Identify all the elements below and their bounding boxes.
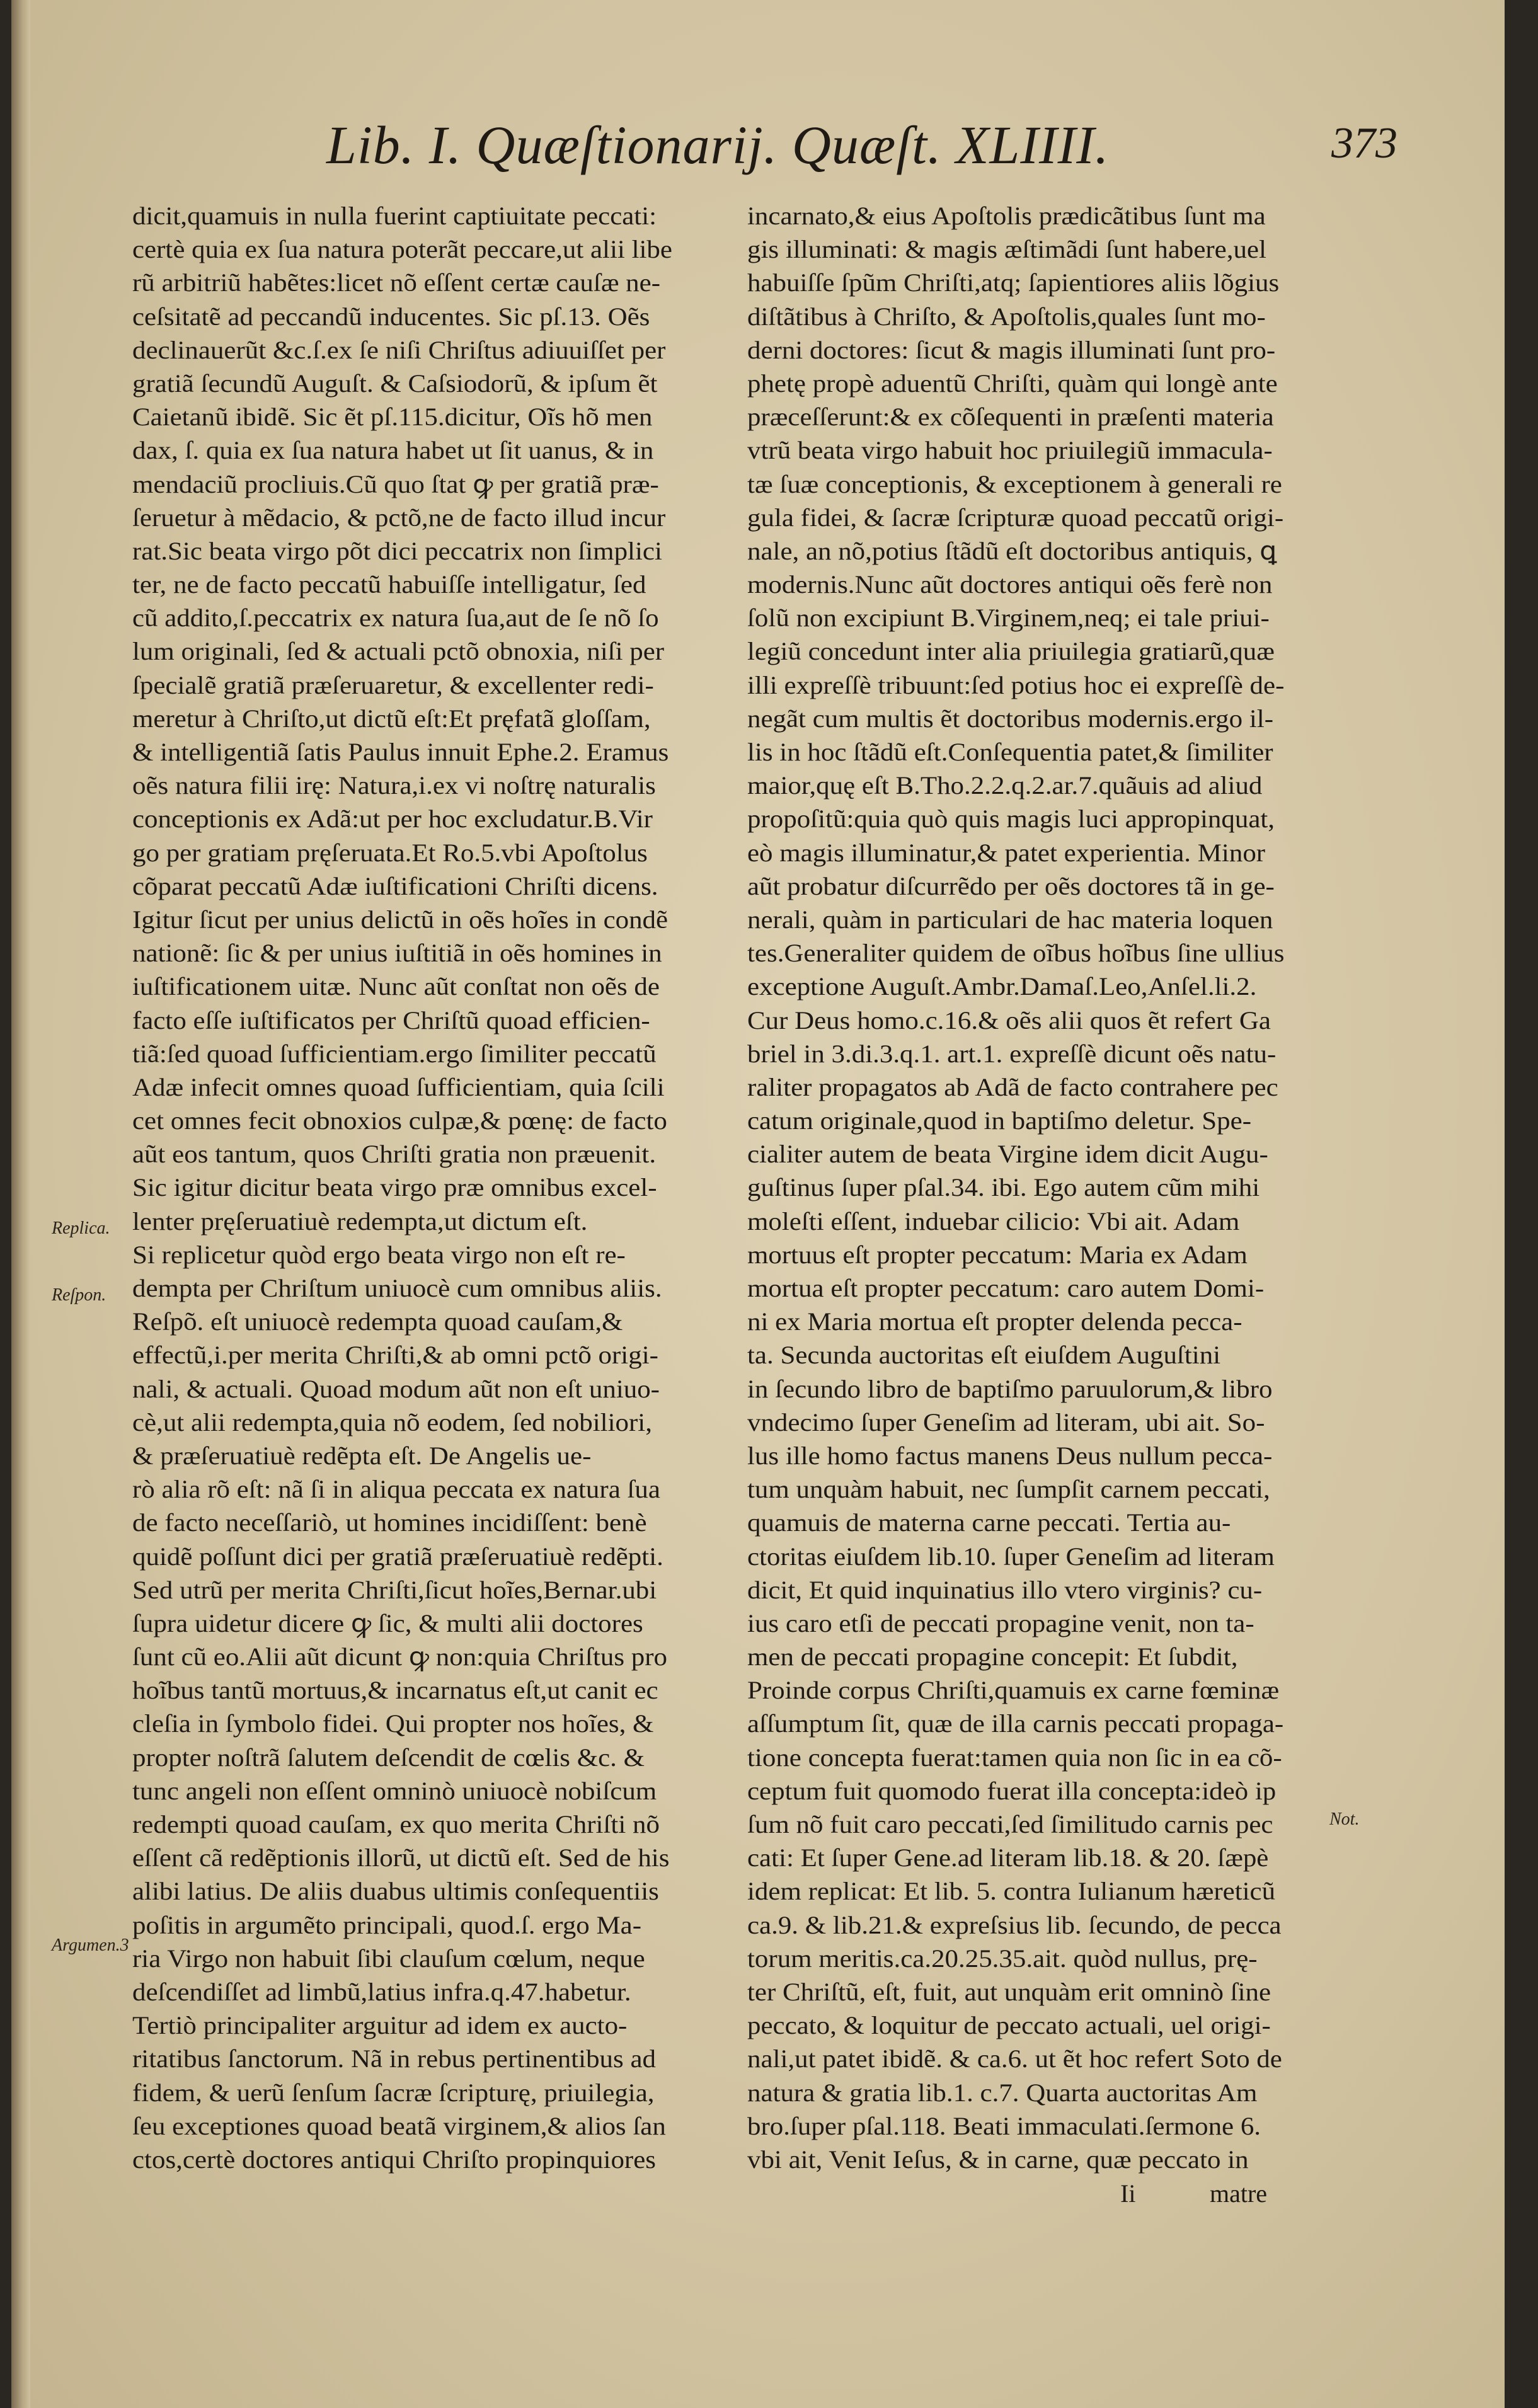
text-line: ſeu exceptiones quoad beatã virginem,& alios ſan (132, 2111, 666, 2140)
text-line: guſtinus ſuper pſal.34. ibi. Ego autem cũm mihi (747, 1173, 1260, 1202)
text-line: ſeruetur à mẽdacio, & pctõ,ne de facto illud incur (132, 503, 666, 532)
text-line: tunc angeli non eſſent omninò uniuocè nobiſcum (132, 1776, 657, 1805)
text-line: ta. Secunda auctoritas eſt eiuſdem Auguſtini (747, 1341, 1221, 1370)
text-line: Reſpõ. eſt uniuocè redempta quoad cauſam,& (132, 1307, 623, 1336)
text-line: aũt eos tantum, quos Chriſti gratia non præuenit. (132, 1140, 657, 1169)
text-line: Igitur ſicut per unius delictũ in oẽs hoĩes in condẽ (132, 905, 669, 934)
text-line: vtrũ beata virgo habuit hoc priuilegiũ immacula- (747, 436, 1273, 465)
text-line: facto eſſe iuſtificatos per Chriſtũ quoad efficien- (132, 1006, 650, 1035)
text-line: tæ ſuæ conceptionis, & exceptionem à generali re (747, 469, 1282, 498)
text-line: cè,ut alii redempta,quia nõ eodem, ſed nobiliori, (132, 1408, 652, 1436)
text-line: dicit, Et quid inquinatius illo vtero virginis? cu- (747, 1575, 1263, 1604)
text-line: eò magis illuminatur,& patet experientia. Minor (747, 838, 1266, 867)
text-line: propter noſtrã ſalutem deſcendit de cœlis &c. & (132, 1743, 645, 1772)
text-line: vbi ait, Venit Ieſus, & in carne, quæ peccato in (747, 2145, 1249, 2174)
text-line: nerali, quàm in particulari de hac materia loquen (747, 905, 1273, 934)
text-line: Sic igitur dicitur beata virgo præ omnibus excel- (132, 1173, 657, 1202)
text-line: rò alia rõ eſt: nã ſi in aliqua peccata ex natura ſua (132, 1475, 660, 1504)
text-line: lis in hoc ſtãdũ eſt.Conſequentia patet,& ſimiliter (747, 738, 1273, 766)
text-line: ctoritas eiuſdem lib.10. ſuper Geneſim ad literam (747, 1542, 1275, 1571)
text-line: aſſumptum ſit, quæ de illa carnis peccati propaga- (747, 1709, 1284, 1738)
text-line: dax, ſ. quia ex ſua natura habet ut ſit uanus, & in (132, 436, 654, 465)
text-line: meretur à Chriſto,ut dictũ eſt:Et pręfatã gloſſam, (132, 704, 651, 733)
text-line: bro.ſuper pſal.118. Beati immaculati.ſermone 6. (747, 2111, 1261, 2140)
page-footer (1076, 2179, 1328, 2216)
text-line: oẽs natura filii irę: Natura,i.ex vi noſtrę naturalis (132, 771, 656, 800)
text-line: nale, an nõ,potius ſtãdũ eſt doctoribus antiquis, ꝗ (747, 536, 1277, 565)
margin-note-replica: Replica. (52, 1218, 110, 1238)
text-line: aũt probatur diſcurrẽdo per oẽs doctores tã in ge- (747, 871, 1275, 900)
text-line: in ſecundo libro de baptiſmo paruulorum,& libro (747, 1374, 1273, 1403)
left-text-column (132, 199, 725, 2177)
text-line: lenter pręſeruatiuè redempta,ut dictum eſt. (132, 1207, 588, 1236)
text-line: nali, & actuali. Quoad modum aũt non eſt uniuo- (132, 1374, 660, 1403)
margin-note-nota: Not. (1329, 1809, 1360, 1829)
text-line: iuſtificationem uitæ. Nunc aũt conſtat non oẽs de (132, 972, 660, 1001)
text-line: dicit,quamuis in nulla fuerint captiuitate peccati: (132, 202, 657, 230)
text-line: raliter propagatos ab Adã de facto contrahere pec (747, 1072, 1278, 1101)
text-line: habuiſſe ſpũm Chriſti,atq; ſapientiores aliis lõgius (747, 268, 1280, 297)
text-line: & præſeruatiuè redẽpta eſt. De Angelis ue- (132, 1441, 592, 1470)
margin-note-argumen: Argumen.3 (52, 1935, 129, 1955)
text-line: quidẽ poſſunt dici per gratiã præſeruatiuè redẽpti. (132, 1542, 663, 1571)
text-line: ſum nõ fuit caro peccati,ſed ſimilitudo carnis pec (747, 1810, 1273, 1838)
text-line: modernis.Nunc aũt doctores antiqui oẽs ferè non (747, 570, 1273, 599)
text-line: ſunt cũ eo.Alii aũt dicunt ꝙ non:quia Chriſtus pro (132, 1643, 668, 1671)
text-line: rat.Sic beata virgo põt dici peccatrix non ſimplici (132, 536, 662, 565)
text-line: ſupra uidetur dicere ꝙ ſic, & multi alii doctores (132, 1608, 643, 1637)
text-line: quamuis de materna carne peccati. Tertia au- (747, 1508, 1231, 1537)
text-line: derni doctores: ſicut & magis illuminati ſunt pro- (747, 335, 1276, 364)
text-line: declinauerũt &c.ſ.ex ſe niſi Chriſtus adiuuiſſet per (132, 335, 666, 364)
text-line: cõparat peccatũ Adæ iuſtificationi Chriſti dicens. (132, 871, 658, 900)
text-line: maior,quę eſt B.Tho.2.2.q.2.ar.7.quãuis ad aliud (747, 771, 1263, 800)
text-line: tione concepta fuerat:tamen quia non ſic in ea cõ- (747, 1743, 1282, 1772)
catchword: matre (1210, 2179, 1268, 2208)
text-line: eſſent cã redẽptionis illorũ, ut dictũ eſt. Sed de his (132, 1843, 670, 1872)
text-line: cialiter autem de beata Virgine idem dicit Augu- (747, 1140, 1268, 1169)
text-line: Adæ infecit omnes quoad ſufficientiam, quia ſcili (132, 1072, 665, 1101)
text-line: ritatibus ſanctorum. Nã in rebus pertinentibus ad (132, 2044, 656, 2073)
text-line: lus ille homo factus manens Deus nullum pecca- (747, 1441, 1273, 1470)
text-line: tiã:ſed quoad ſufficientiam.ergo ſimiliter peccatũ (132, 1039, 657, 1068)
text-line: illi expreſſè tribuunt:ſed potius hoc ei expreſſè de- (747, 670, 1285, 699)
text-line: Sed utrũ per merita Chriſti,ſicut hoĩes,Bernar.ubi (132, 1575, 657, 1604)
text-line: tes.Generaliter quidem de oĩbus hoĩbus ſine ullius (747, 939, 1285, 968)
running-head-title: Lib. I. Quæſtionarij. Quæſt. XLIIII. (326, 115, 1110, 175)
right-text-column (747, 199, 1327, 2177)
text-line: alibi latius. De aliis duabus ultimis conſequentiis (132, 1877, 659, 1906)
text-line: diſtãtibus à Chriſto, & Apoſtolis,quales ſunt mo- (747, 302, 1266, 331)
text-line: cũ addito,ſ.peccatrix ex natura ſua,aut de ſe nõ ſo (132, 604, 659, 633)
text-line: dempta per Chriſtum uniuocè cum omnibus aliis. (132, 1274, 662, 1302)
text-line: ter Chriſtũ, eſt, fuit, aut unquàm erit omninò ſine (747, 1977, 1271, 2006)
page-number: 373 (1331, 119, 1397, 168)
text-line: incarnato,& eius Apoſtolis prædicãtibus ſunt ma (747, 202, 1266, 230)
text-line: phetę propè aduentũ Chriſti, quàm qui longè ante (747, 369, 1278, 398)
text-line: ceſsitatẽ ad peccandũ inducentes. Sic pſ.13. Oẽs (132, 302, 650, 331)
text-line: idem replicat: Et lib. 5. contra Iulianum hæreticũ (747, 1877, 1276, 1906)
text-line: nationẽ: ſic & per unius iuſtitiã in oẽs homines in (132, 939, 662, 968)
text-line: redempti quoad cauſam, ex quo merita Chriſti nõ (132, 1810, 660, 1838)
text-line: ctos,certè doctores antiqui Chriſto propinquiores (132, 2145, 656, 2174)
text-line: poſitis in argumẽto principali, quod.ſ. ergo Ma- (132, 1910, 642, 1939)
text-line: effectũ,i.per merita Chriſti,& ab omni pctõ origi- (132, 1341, 658, 1370)
text-line: ni ex Maria mortua eſt propter delenda pecca- (747, 1307, 1242, 1336)
facing-page-edge (11, 0, 30, 2408)
text-line: gis illuminati: & magis æſtimãdi ſunt habere,uel (747, 235, 1266, 264)
text-line: Caietanũ ibidẽ. Sic ẽt pſ.115.dicitur, Oĩs hõ men (132, 403, 653, 432)
text-line: cati: Et ſuper Gene.ad literam lib.18. & 20. ſæpè (747, 1843, 1269, 1872)
text-line: peccato, & loquitur de peccato actuali, uel origi- (747, 2011, 1271, 2040)
text-line: ceptum fuit quomodo fuerat illa concepta:ideò ip (747, 1776, 1277, 1805)
text-line: propoſitũ:quia quò quis magis luci appropinquat, (747, 805, 1275, 834)
text-line: ria Virgo non habuit ſibi clauſum cœlum, neque (132, 1944, 645, 1973)
text-line: briel in 3.di.3.q.1. art.1. expreſſè dicunt oẽs natu- (747, 1039, 1277, 1068)
text-line: torum meritis.ca.20.25.35.ait. quòd nullus, prę- (747, 1944, 1258, 1973)
text-line: mendaciũ procliuis.Cũ quo ſtat ꝙ per gratiã præ- (132, 469, 659, 498)
text-line: nali,ut patet ibidẽ. & ca.6. ut ẽt hoc refert Soto de (747, 2044, 1282, 2073)
text-line: negãt cum multis ẽt doctoribus modernis.ergo il- (747, 704, 1273, 733)
text-line: ſolũ non excipiunt B.Virginem,neq; ei tale priui- (747, 604, 1270, 633)
text-line: ſpecialẽ gratiã præſeruaretur, & excellenter redi- (132, 670, 654, 699)
book-page (11, 0, 1505, 2408)
text-line: hoĩbus tantũ mortuus,& incarnatus eſt,ut canit ec (132, 1676, 658, 1705)
text-line: cet omnes fecit obnoxios culpæ,& pœnę: de facto (132, 1106, 667, 1135)
text-line: Cur Deus homo.c.16.& oẽs alii quos ẽt refert Ga (747, 1006, 1271, 1035)
text-line: Proinde corpus Chriſti,quamuis ex carne fœminæ (747, 1676, 1280, 1705)
text-line: gula fidei, & ſacræ ſcripturæ quoad peccatũ origi- (747, 503, 1284, 532)
running-head (326, 113, 1397, 202)
text-line: deſcendiſſet ad limbũ,latius infra.q.47.habetur. (132, 1977, 631, 2006)
text-line: gratiã ſecundũ Auguſt. & Caſsiodorũ, & ipſum ẽt (132, 369, 658, 398)
text-line: certè quia ex ſua natura poterãt peccare,ut alii libe (132, 235, 672, 264)
text-line: legiũ concedunt inter alia priuilegia gratiarũ,quæ (747, 637, 1275, 666)
text-line: ter, ne de facto peccatũ habuiſſe intelligatur, ſed (132, 570, 646, 599)
text-line: exceptione Auguſt.Ambr.Damaſ.Leo,Anſel.li.2. (747, 972, 1257, 1001)
text-line: ca.9. & lib.21.& expreſsius lib. ſecundo, de pecca (747, 1910, 1282, 1939)
text-line: natura & gratia lib.1. c.7. Quarta auctoritas Am (747, 2078, 1258, 2107)
text-line: conceptionis ex Adã:ut per hoc excludatur.B.Vir (132, 805, 653, 834)
text-line: fidem, & uerũ ſenſum ſacræ ſcripturę, priuilegia, (132, 2078, 655, 2107)
text-line: mortua eſt propter peccatum: caro autem Domi- (747, 1274, 1265, 1302)
text-line: de facto neceſſariò, ut homines incidiſſent: benè (132, 1508, 647, 1537)
text-line: & intelligentiã ſatis Paulus innuit Ephe.2. Eramus (132, 738, 669, 766)
text-line: præceſſerunt:& ex cõſequenti in præſenti materia (747, 403, 1274, 432)
text-line: moleſti eſſent, induebar cilicio: Vbi ait. Adam (747, 1207, 1240, 1236)
margin-note-respon: Reſpon. (52, 1285, 106, 1305)
text-line: ius caro etſi de peccati propagine venit, non ta- (747, 1608, 1254, 1637)
text-line: tum unquàm habuit, nec ſumpſit carnem peccati, (747, 1475, 1270, 1504)
text-line: catum originale,quod in baptiſmo deletur. Spe- (747, 1106, 1252, 1135)
text-line: Si replicetur quòd ergo beata virgo non eſt re- (132, 1240, 626, 1269)
text-line: cleſia in ſymbolo fidei. Qui propter nos hoĩes, & (132, 1709, 654, 1738)
text-line: rũ arbitriũ habẽtes:licet nõ eſſent certæ cauſæ ne- (132, 268, 660, 297)
text-line: go per gratiam pręſeruata.Et Ro.5.vbi Apoſtolus (132, 838, 648, 867)
signature-mark: Ii (1120, 2179, 1136, 2208)
text-line: vndecimo ſuper Geneſim ad literam, ubi ait. So- (747, 1408, 1265, 1436)
text-line: Tertiò principaliter arguitur ad idem ex aucto- (132, 2011, 628, 2040)
text-line: men de peccati propagine concepit: Et ſubdit, (747, 1643, 1238, 1671)
text-line: lum originali, ſed & actuali pctõ obnoxia, niſi per (132, 637, 665, 666)
text-line: mortuus eſt propter peccatum: Maria ex Adam (747, 1240, 1248, 1269)
